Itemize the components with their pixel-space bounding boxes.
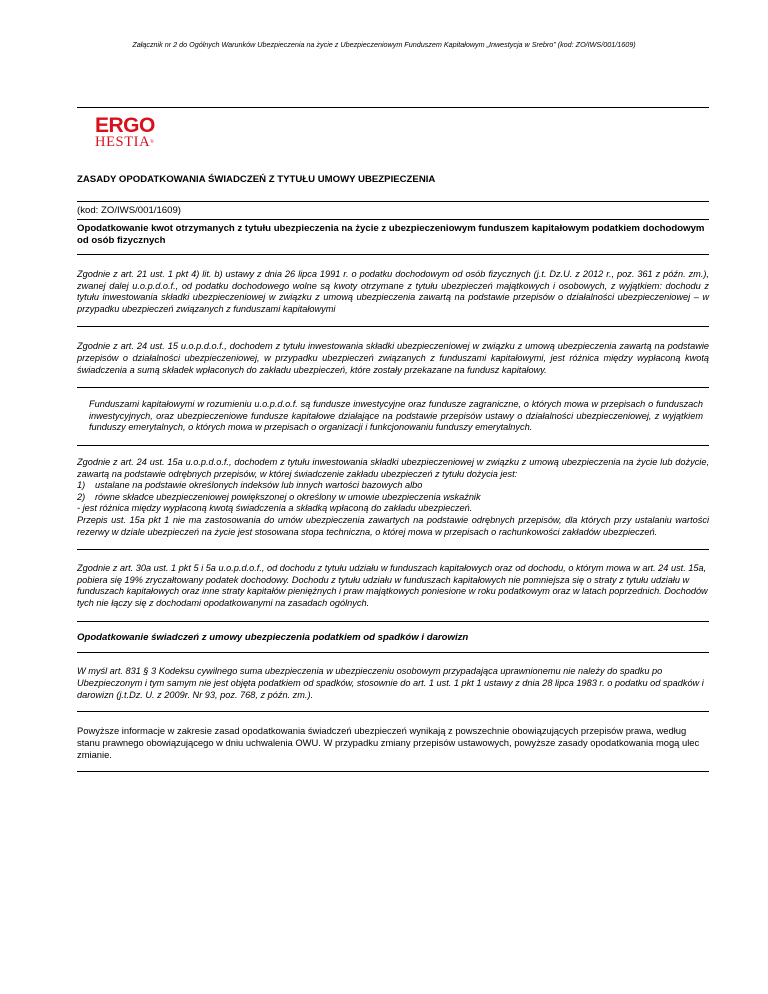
- list-item: [77, 492, 709, 504]
- paragraph-text: Zgodnie z art. 30a ust. 1 pkt 5 i 5a u.o.p.d.o.f., od dochodu z tytułu udziału w funduszach kapitałowych oraz od dochodu, o którym mowa w art. 24 ust. 15a, pobiera się 19% zryczałtowany podatek dochodowy. Dochodu z tytułu udziału w funduszach kapitałowych nie pomniejsza się o straty z tytułu udziału w funduszach kapitałowych oraz inne straty kapitałów pieniężnych i praw majątkowych poniesione w roku podatkowym oraz w latach poprzednich. Dochodów tych nie łączy się z dochodami opodatkowanymi na zasadach ogólnych.: [77, 563, 708, 608]
- document-body: [77, 107, 709, 772]
- document-code: (kod: ZO/IWS/001/1609): [77, 205, 181, 216]
- paragraph-text: Przepis ust. 15a pkt 1 nie ma zastosowania do umów ubezpieczenia zawartych na podstawie odrębnych przepisów, dla których przy ustalaniu wartości rezerwy w dziale ubezpieczeń na życie jest stosowana stopa techniczna, o której mowa w przepisach o rachunkowości zakładów ubezpieczeń.: [77, 514, 709, 537]
- bottom-divider: [77, 771, 709, 772]
- section-heading-inheritance-tax: Opodatkowanie świadczeń z umowy ubezpieczenia podatkiem od spadków i darowizn: [77, 632, 469, 644]
- paragraph-art21: [77, 255, 709, 326]
- list-item-number: 1): [77, 480, 86, 491]
- paragraph-text: Zgodnie z art. 24 ust. 15 u.o.p.d.o.f., dochodem z tytułu inwestowania składki ubezpieczeniowej w związku z umową ubezpieczenia zawartą na podstawie przepisów o działalności ubezpieczeniowej, w przypadku ubezpieczeń związanych z funduszami kapitałowymi, jest różnica między wypłaconą kwotą świadczenia a sumą składek wpłaconych do zakładu ubezpieczeń, które zostały przekazane na fundusz kapitałowy.: [77, 341, 709, 375]
- paragraph-text: - jest różnica między wypłaconą kwotą świadczenia a składką wpłaconą do zakładu ubezpieczeń.: [77, 503, 473, 514]
- paragraph-art24-15: [77, 327, 709, 387]
- list-item: [77, 480, 709, 492]
- paragraph-text: Powyższe informacje w zakresie zasad opodatkowania świadczeń ubezpieczeń wynikają z powszechnie obowiązujących przepisów prawa, według stanu prawnego obowiązującego w dniu uchwalenia OWU. W przypadku zmiany przepisów ustawowych, powyższe zasady opodatkowania mogą ulec zmianie.: [77, 725, 700, 760]
- logo-hestia-word: HESTIA: [95, 134, 151, 150]
- annex-header-note: Załącznik nr 2 do Ogólnych Warunków Ubezpieczenia na życie z Ubezpieczeniowym Funduszem Kapitałowym „Inwestycja w Srebro” (kod: ZO/IWS/001/1609): [132, 40, 636, 49]
- list-item-number: 2): [77, 491, 86, 502]
- paragraph-text: W myśl art. 831 § 3 Kodeksu cywilnego suma ubezpieczenia w ubezpieczeniu osobowym przypadająca uprawnionemu nie należy do spadku po Ubezpieczonym i tym samym nie jest objęta podatkiem od spadków, stosownie do art. 1 ust. 1 pkt 1 ustawy z dnia 28 lipca 1983 r. o podatku od spadków i darowizn (j.t.Dz. U. z 2009r. Nr 93, poz. 768, z późn. zm.).: [77, 666, 704, 700]
- document-title: ZASADY OPODATKOWANIA ŚWIADCZEŃ Z TYTUŁU UMOWY UBEZPIECZENIA: [77, 174, 436, 185]
- paragraph-art30a: [77, 550, 709, 621]
- ergo-hestia-logo: [77, 108, 709, 158]
- paragraph-text: Funduszami kapitałowymi w rozumieniu u.o.p.d.o.f. są fundusze inwestycyjne oraz fundusze zagraniczne, o których mowa w przepisach o funduszach inwestycyjnych, oraz ubezpieczeniowe fundusze kapitałowe działające na podstawie przepisów ustawy o działalności ubezpieczeniowej, z wyjątkiem funduszy emerytalnych, o których mowa w przepisach o organizacji i funkcjonowaniu funduszy emerytalnych.: [89, 399, 703, 433]
- list-item-text: ustalane na podstawie określonych indeksów lub innych wartości bazowych albo: [95, 480, 423, 491]
- paragraph-text: Zgodnie z art. 24 ust. 15a u.o.p.d.o.f., dochodem z tytułu inwestowania składki ubezpieczeniowej w związku z umową ubezpieczenia na życie lub dożycie, zawartą na podstawie odrębnych przepisów, w której świadczenie zakładu ubezpieczeń z tytułu dożycia jest:: [77, 456, 709, 479]
- footer-disclaimer: [77, 712, 709, 770]
- paragraph-art24-15a: [77, 446, 709, 549]
- paragraph-text: Zgodnie z art. 21 ust. 1 pkt 4) lit. b) ustawy z dnia 26 lipca 1991 r. o podatku dochodowym od osób fizycznych (j.t. Dz.U. z 2012 r., poz. 361 z późn. zm.), zwanej dalej u.o.p.d.o.f., od podatku dochodowego wolne są kwoty otrzymane z tytułu ubezpieczeń majątkowych i osobowych, z wyjątkiem: dochodu z tytułu inwestowania składki ubezpieczeniowej w związku z umową ubezpieczenia zawartą na podstawie przepisów o działalności ubezpieczeniowej – w przypadku ubezpieczeń związanych z funduszami kapitałowymi: [77, 269, 709, 314]
- section-heading-income-tax: Opodatkowanie kwot otrzymanych z tytułu ubezpieczenia na życie z ubezpieczeniowym funduszem kapitałowym podatkiem dochodowym od osób fizycznych: [77, 223, 705, 246]
- logo-hestia-text: [95, 135, 709, 150]
- logo-ergo-text: ERGO: [95, 114, 155, 137]
- logo-registered-mark: ®: [150, 140, 154, 145]
- paragraph-capital-funds-definition: [77, 388, 709, 445]
- paragraph-art831: [77, 653, 709, 711]
- list-item-text: równe składce ubezpieczeniowej powiększonej o określony w umowie ubezpieczenia wskaźnik: [95, 491, 481, 502]
